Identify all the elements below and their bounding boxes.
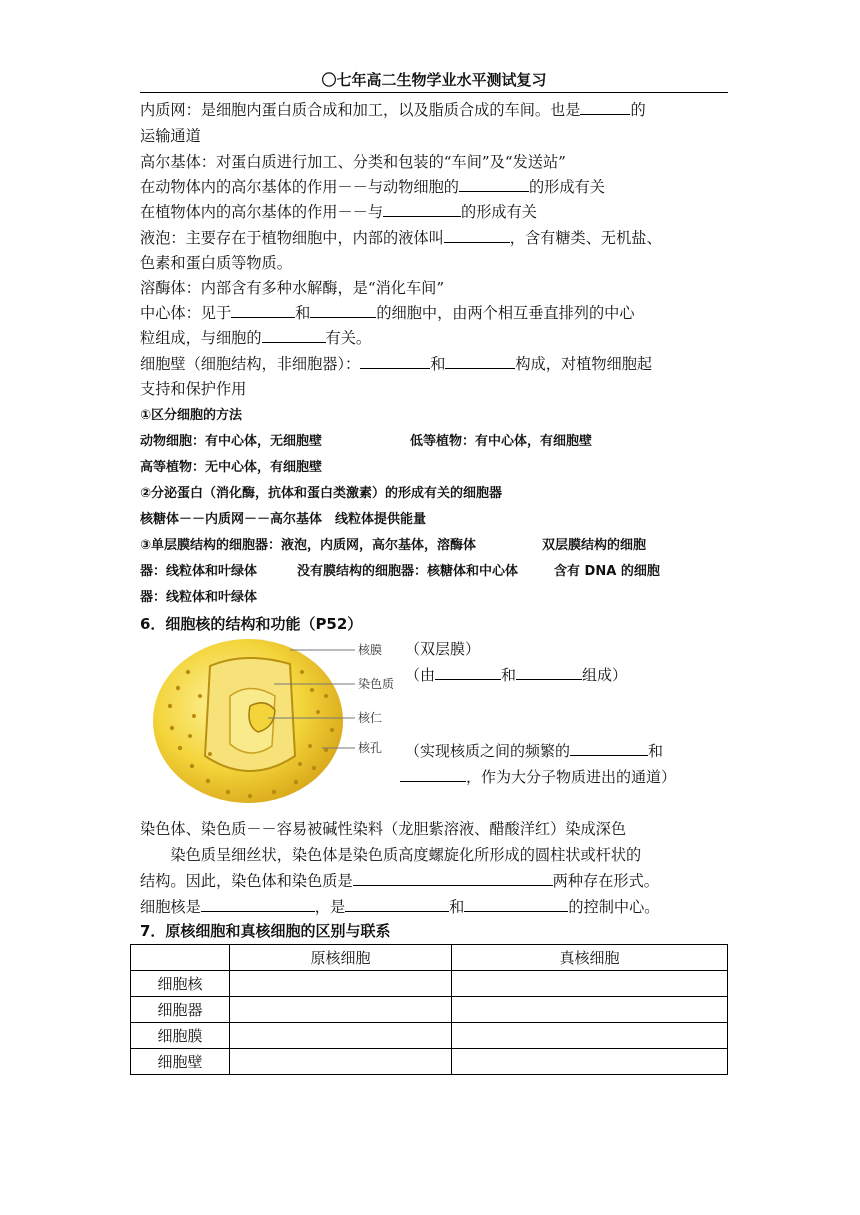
table-cell-input[interactable] xyxy=(452,997,728,1023)
text-line: 结构。因此，染色体和染色质是 两种存在形式。 xyxy=(140,872,659,890)
text-line: 细胞壁（细胞结构，非细胞器）： 和 构成，对植物细胞起 xyxy=(140,355,653,373)
row-label: 细胞核 xyxy=(131,971,230,997)
answer-blank[interactable] xyxy=(310,302,376,318)
answer-blank[interactable] xyxy=(459,176,529,192)
table-cell-input[interactable] xyxy=(452,971,728,997)
table-cell-input[interactable] xyxy=(230,971,452,997)
text-line: 在植物体内的高尔基体的作用－－与 的形成有关 xyxy=(140,203,537,221)
answer-blank[interactable] xyxy=(444,227,510,243)
bold-line: 器：线粒体和叶绿体 xyxy=(140,590,258,605)
label-nuclear-pore: 核孔 xyxy=(358,741,383,755)
text-line: 粒组成，与细胞的 有关。 xyxy=(140,329,372,347)
nucleus-diagram xyxy=(150,636,400,806)
bold-line: ①区分细胞的方法 xyxy=(140,408,243,423)
caption-envelope: （双层膜） xyxy=(405,640,481,658)
answer-blank[interactable] xyxy=(383,201,461,217)
text-line: 色素和蛋白质等物质。 xyxy=(140,254,292,272)
text-line: 运输通道 xyxy=(140,127,201,145)
text-line: 液泡：主要存在于植物细胞中，内部的液体叫 ，含有糖类、无机盐、 xyxy=(140,229,662,247)
text-line: 中心体：见于 和 的细胞中，由两个相互垂直排列的中心 xyxy=(140,304,635,322)
answer-blank[interactable] xyxy=(201,896,315,912)
answer-blank[interactable] xyxy=(570,740,648,756)
bold-line: ③单层膜结构的细胞器：液泡，内质网，高尔基体，溶酶体 双层膜结构的细胞 xyxy=(140,538,647,553)
answer-blank[interactable] xyxy=(231,302,295,318)
section-heading-7: 7．原核细胞和真核细胞的区别与联系 xyxy=(140,922,391,940)
table-cell-input[interactable] xyxy=(230,997,452,1023)
row-label: 细胞膜 xyxy=(131,1023,230,1049)
table-header-row xyxy=(131,945,728,971)
table-header-cell xyxy=(131,945,230,971)
bold-line: 器：线粒体和叶绿体 没有膜结构的细胞器：核糖体和中心体 含有 DNA 的细胞 xyxy=(140,564,660,579)
label-nucleolus: 核仁 xyxy=(358,711,383,725)
label-chromatin: 染色质 xyxy=(358,677,395,691)
text-line: 内质网：是细胞内蛋白质合成和加工，以及脂质合成的车间。也是 的 xyxy=(140,101,646,119)
table-row xyxy=(131,1049,728,1075)
table-row xyxy=(131,971,728,997)
page-header: 〇七年高二生物学业水平测试复习 xyxy=(140,70,728,93)
table-cell-input[interactable] xyxy=(230,1023,452,1049)
answer-blank[interactable] xyxy=(360,353,430,369)
table-cell-input[interactable] xyxy=(230,1049,452,1075)
text-line: 染色质呈细丝状，染色体是染色质高度螺旋化所形成的圆柱状或杆状的 xyxy=(140,846,642,864)
bold-line: ②分泌蛋白（消化酶，抗体和蛋白类激素）的形成有关的细胞器 xyxy=(140,486,503,501)
answer-blank[interactable] xyxy=(400,766,466,782)
answer-blank[interactable] xyxy=(345,896,449,912)
text-line: 染色体、染色质－－容易被碱性染料（龙胆紫溶液、醋酸洋红）染成深色 xyxy=(140,820,626,838)
text-line: 溶酶体：内部含有多种水解酶，是“消化车间” xyxy=(140,279,445,297)
label-nuclear-envelope: 核膜 xyxy=(358,643,383,657)
answer-blank[interactable] xyxy=(435,664,501,680)
text-line: 支持和保护作用 xyxy=(140,380,247,398)
table-row xyxy=(131,997,728,1023)
bold-line: 高等植物：无中心体，有细胞壁 xyxy=(140,460,323,475)
bold-line: 动物细胞：有中心体，无细胞壁 低等植物：有中心体，有细胞壁 xyxy=(140,434,593,449)
answer-blank[interactable] xyxy=(580,99,630,115)
answer-blank[interactable] xyxy=(516,664,582,680)
table-row xyxy=(131,1023,728,1049)
caption-pore-cont: ，作为大分子物质进出的通道） xyxy=(400,764,676,790)
answer-blank[interactable] xyxy=(353,870,553,886)
table-cell-input[interactable] xyxy=(452,1049,728,1075)
answer-blank[interactable] xyxy=(464,896,568,912)
row-label: 细胞器 xyxy=(131,997,230,1023)
answer-blank[interactable] xyxy=(262,327,326,343)
row-label: 细胞壁 xyxy=(131,1049,230,1075)
caption-chromatin: （由 和 组成） xyxy=(405,666,628,684)
text-line: 细胞核是 ，是 和 的控制中心。 xyxy=(140,898,660,916)
table-header-cell: 原核细胞 xyxy=(230,945,452,971)
text-line: 在动物体内的高尔基体的作用－－与动物细胞的 的形成有关 xyxy=(140,178,605,196)
bold-line: 核糖体－－内质网－－高尔基体 线粒体提供能量 xyxy=(140,512,427,527)
caption-pore: （实现核质之间的频繁的 和 xyxy=(405,742,664,760)
nucleus-sphere xyxy=(153,639,343,803)
table-cell-input[interactable] xyxy=(452,1023,728,1049)
section-heading-6: 6．细胞核的结构和功能（P52） xyxy=(140,615,363,633)
table-header-cell: 真核细胞 xyxy=(452,945,728,971)
comparison-table xyxy=(130,944,728,1075)
answer-blank[interactable] xyxy=(445,353,515,369)
text-line: 高尔基体：对蛋白质进行加工、分类和包装的“车间”及“发送站” xyxy=(140,153,566,171)
